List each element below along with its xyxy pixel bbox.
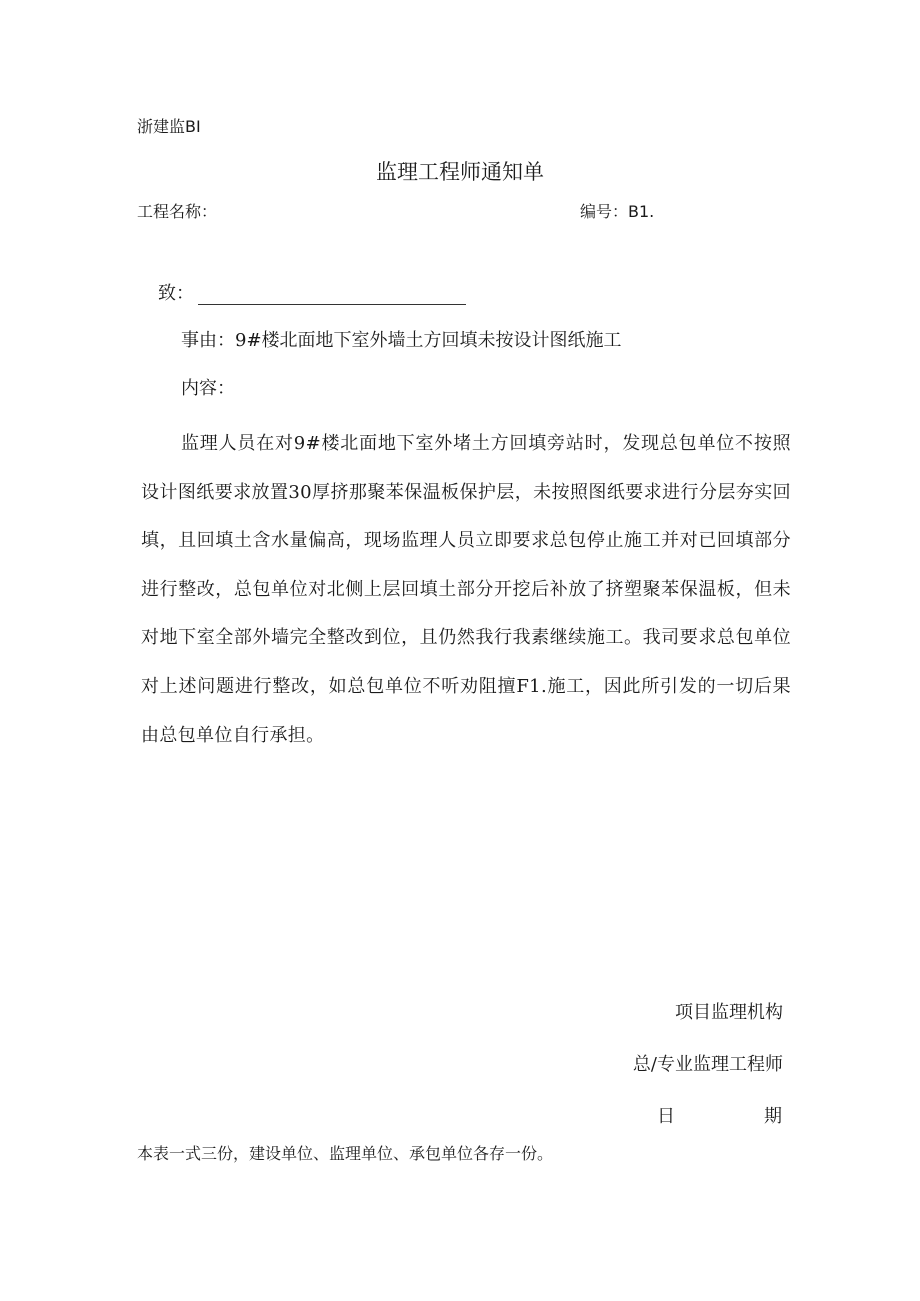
recipient-blank <box>198 284 466 305</box>
form-code: 浙建监BI <box>137 117 201 136</box>
date-label-day: 日 <box>657 1106 675 1127</box>
supervision-org: 项目监理机构 <box>675 1002 783 1023</box>
content-label: 内容： <box>181 378 235 399</box>
recipient-line <box>158 279 466 305</box>
footer-note: 本表一式三份，建设单位、监理单位、承包单位各存一份。 <box>137 1144 554 1163</box>
date-label-period: 期 <box>764 1106 782 1127</box>
recipient-label: 致： <box>158 283 194 304</box>
notice-subject: 事由：9#楼北面地下室外墙土方回填未按设计图纸施工 <box>181 330 622 351</box>
serial-label: 编号： <box>580 202 629 221</box>
project-name-label: 工程名称： <box>137 202 218 221</box>
page-title: 监理工程师通知单 <box>376 160 544 184</box>
serial-value: B1. <box>628 202 655 221</box>
serial-number <box>580 199 654 222</box>
notice-body: 监理人员在对9#楼北面地下室外堵土方回填旁站时，发现总包单位不按照设计图纸要求放置30厚挤那聚苯保温板保护层，未按照图纸要求进行分层夯实回填，且回填土含水量偏高，现场监理人员立即要求总包停止施工并对已回填部分进行整改，总包单位对北侧上层回填土部分开挖后补放了挤塑聚苯保温板，但未对地下室全部外墙完全整改到位，且仍然我行我素继续施工。我司要求总包单位对上述问题进行整改，如总包单位不听劝阻擅F1.施工，因此所引发的一切后果由总包单位自行承担。 <box>141 433 791 746</box>
supervising-engineer: 总/专业监理工程师 <box>632 1054 783 1075</box>
